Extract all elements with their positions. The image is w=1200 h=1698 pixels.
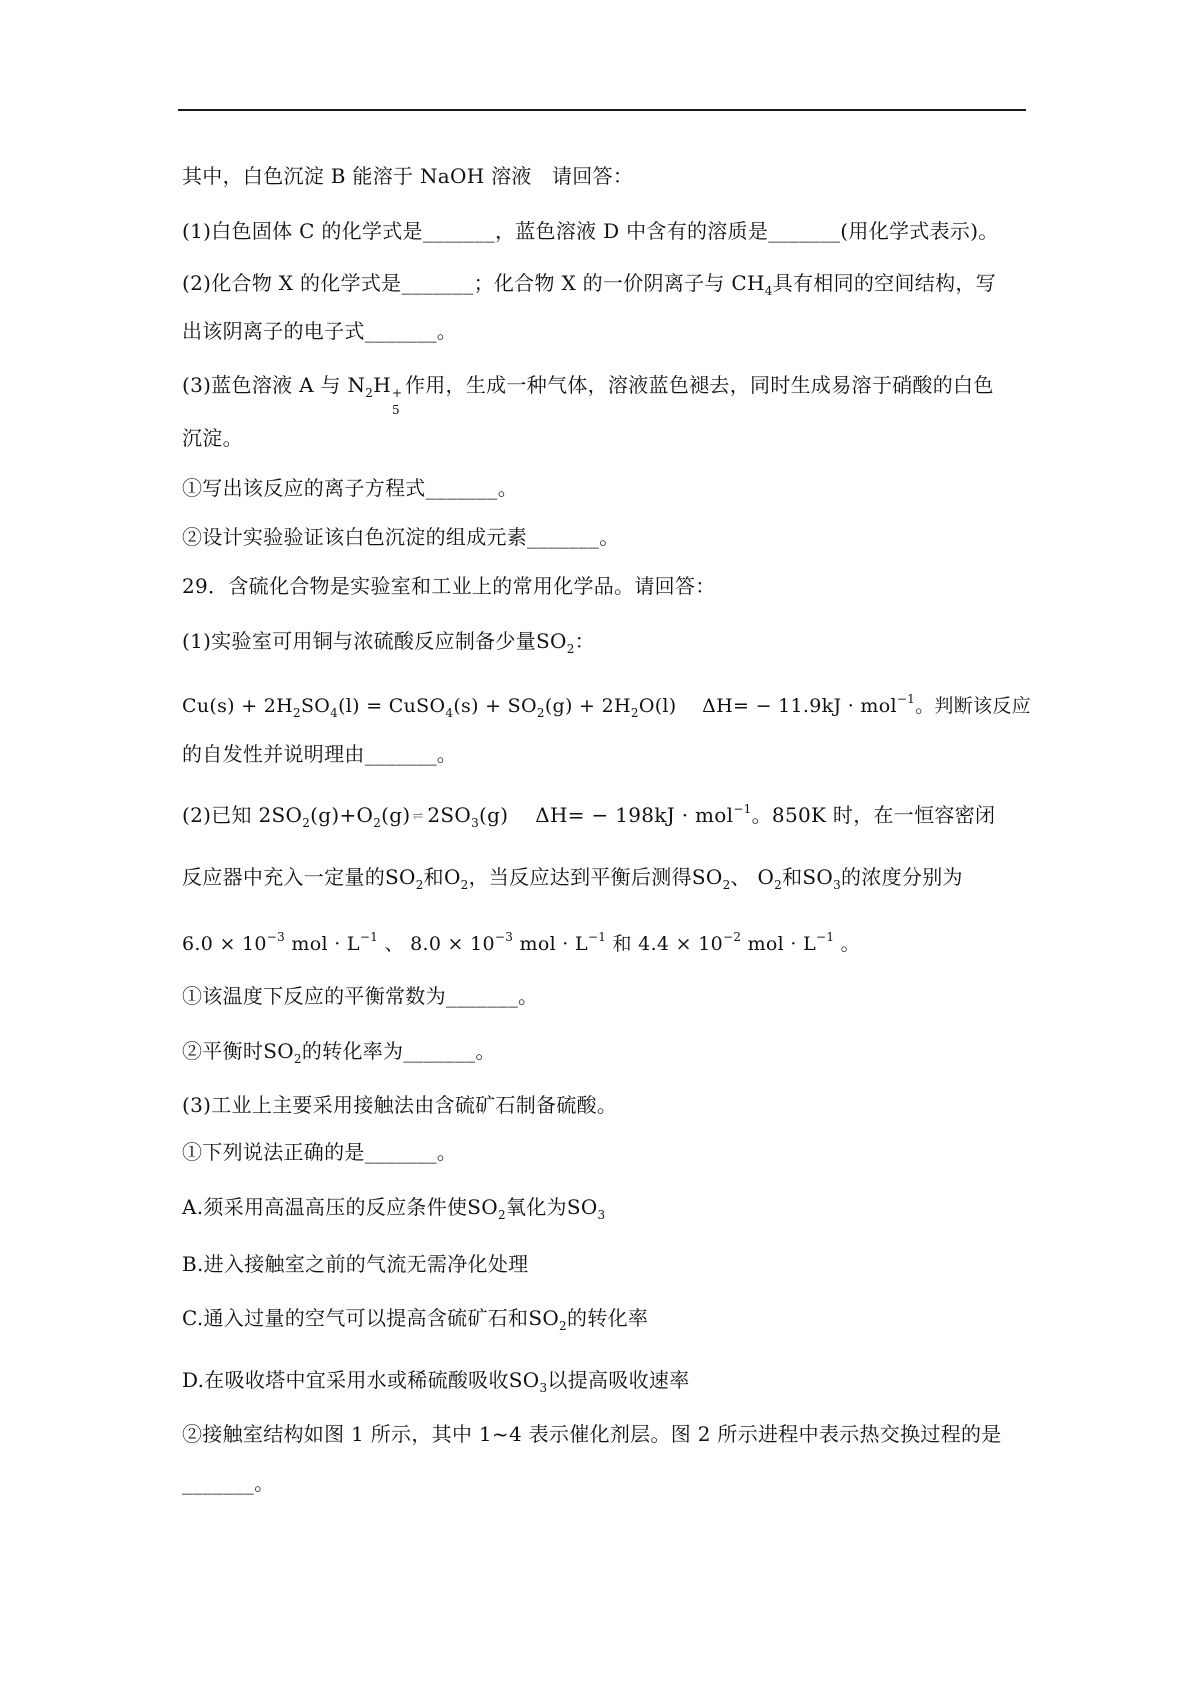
text-line: _______。 bbox=[182, 1471, 275, 1495]
sub-question: ①下列说法正确的是_______。 bbox=[182, 1140, 458, 1164]
text-line: 出该阴离子的电子式_______。 bbox=[182, 319, 458, 343]
text-line: 的自发性并说明理由_______。 bbox=[182, 742, 458, 766]
sub-question: ①写出该反应的离子方程式_______。 bbox=[182, 476, 518, 500]
option-c: C.通入过量的空气可以提高含硫矿石和$SO_2$的转化率 bbox=[182, 1306, 649, 1333]
text-line: 反应器中充入一定量的$SO_2$和$O_2$，当反应达到平衡后测得$SO_2$、 $O_2$和$SO_3$的浓度分别为 bbox=[182, 865, 963, 892]
option-d: D.在吸收塔中宜采用水或稀硫酸吸收$SO_3$以提高吸收速率 bbox=[182, 1368, 690, 1395]
option-a: A.须采用高温高压的反应条件使$SO_2$氧化为$SO_3$ bbox=[182, 1195, 606, 1222]
option-b: B.进入接触室之前的气流无需净化处理 bbox=[182, 1252, 529, 1276]
concentrations: $6.0 \times 10^{-3}$ mol · $L^{-1}$ 、 $8.0 \times 10^{-3}$ mol · $L^{-1}$ 和 $4.4 \times 10^{-2}$ mol · $L^{-1}$ 。 bbox=[182, 930, 860, 955]
question-1: (1)白色固体 C 的化学式是_______，蓝色溶液 D 中含有的溶质是_______(用化学式表示)。 bbox=[182, 219, 999, 243]
question-2: (2)化合物 X 的化学式是_______；化合物 X 的一价阴离子与 $CH_4$具有相同的空间结构，写 bbox=[182, 271, 996, 298]
question-2-equation: (2)已知 $2SO_2(g)+O_2(g)$ ⇌ $2SO_3(g)$ ΔH= − 198kJ · mol$^{-1}$。850K 时，在一恒容密闭 bbox=[182, 802, 996, 830]
text-line: (1)实验室可用铜与浓硫酸反应制备少量$SO_2$： bbox=[182, 629, 595, 656]
header-rule bbox=[178, 109, 1026, 111]
equation: $Cu(s) + 2H_2SO_4(l)$ = CuSO$_4$(s) + $SO_2(g) + 2H_2O(l)$ ΔH= − 11.9kJ · mol$^{-1}$。判断该反应 bbox=[182, 692, 1031, 720]
text-line: 沉淀。 bbox=[182, 426, 243, 450]
equilibrium-arrow-icon: ⇌ bbox=[412, 809, 422, 824]
question-29: 29．含硫化合物是实验室和工业上的常用化学品。请回答： bbox=[182, 574, 716, 598]
sub-question: ②平衡时$SO_2$的转化率为_______。 bbox=[182, 1039, 496, 1066]
question-3: (3)蓝色溶液 A 与 $N_2H$ + 5 作用，生成一种气体，溶液蓝色褪去，同时生成易溶于硝酸的白色 bbox=[182, 373, 994, 417]
text-line: 其中，白色沉淀 B 能溶于 NaOH 溶液 请回答： bbox=[182, 164, 634, 188]
sub-question: ②设计实验验证该白色沉淀的组成元素_______。 bbox=[182, 525, 620, 549]
question-3: (3)工业上主要采用接触法由含硫矿石制备硫酸。 bbox=[182, 1093, 618, 1117]
sub-question: ②接触室结构如图 1 所示，其中 1~4 表示催化剂层。图 2 所示进程中表示热交换过程的是 bbox=[182, 1422, 1002, 1446]
sub-question: ①该温度下反应的平衡常数为_______。 bbox=[182, 984, 539, 1008]
